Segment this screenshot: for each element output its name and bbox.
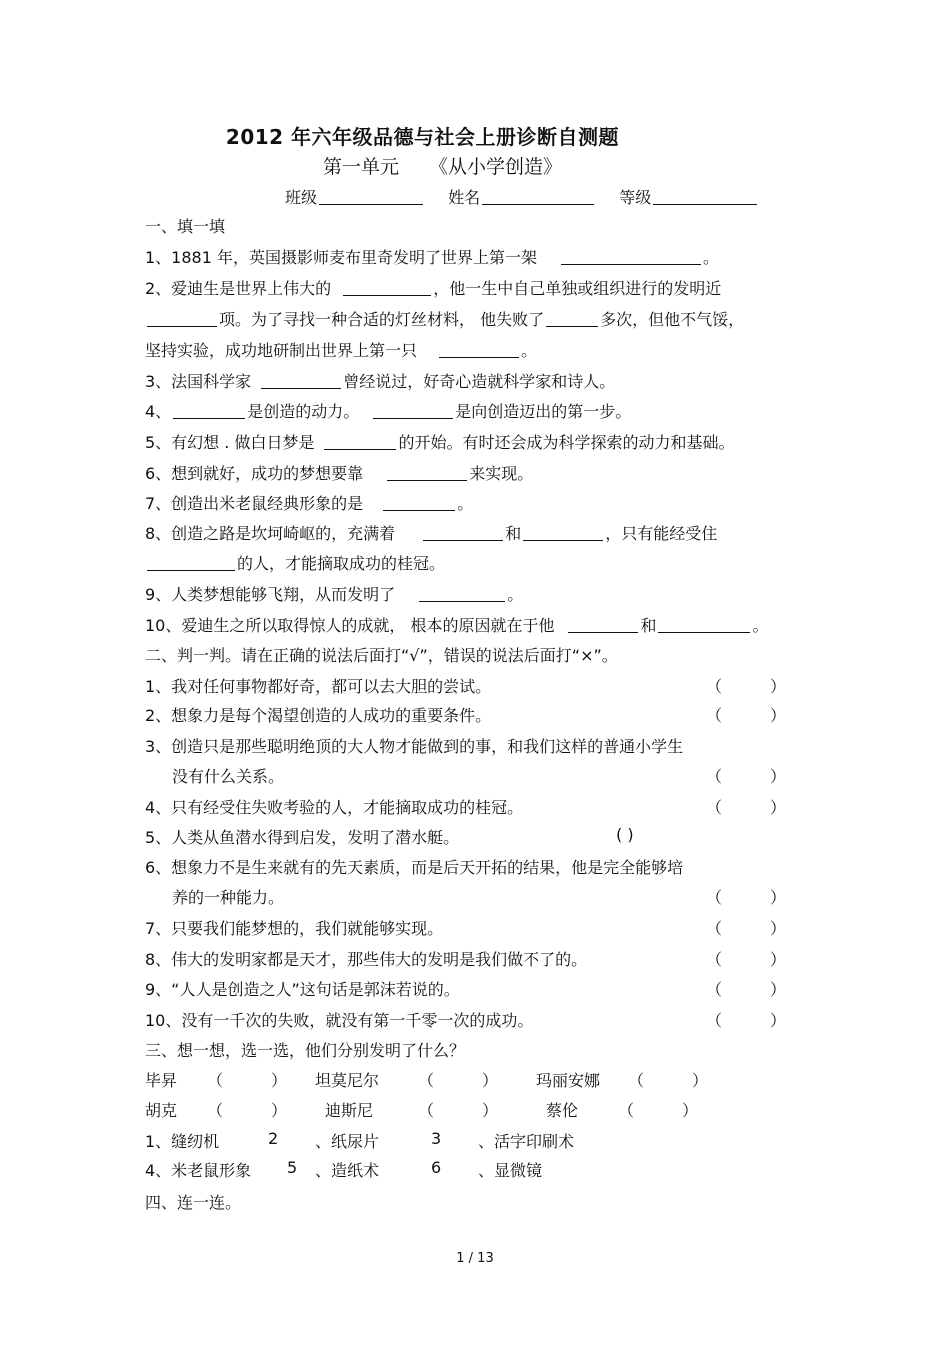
q4-blank2[interactable] bbox=[373, 402, 453, 419]
name-blank[interactable] bbox=[482, 188, 594, 205]
q4-line: 4、 是创造的动力。 是向创造迈出的第一步。 bbox=[145, 402, 632, 421]
class-label: 班级 bbox=[285, 188, 318, 207]
q7-line: 7、创造出米老鼠经典形象的是 。 bbox=[145, 494, 474, 513]
judge-answer-2[interactable]: （ ） bbox=[706, 706, 787, 725]
unit-label: 第一单元 bbox=[322, 156, 399, 178]
judge-item-7: 7、只要我们能梦想的，我们就能够实现。 bbox=[145, 919, 444, 938]
unit-subtitle bbox=[0, 152, 885, 179]
judge-item-4: 4、只有经受住失败考验的人，才能摘取成功的桂冠。 bbox=[145, 798, 524, 817]
inventor-answer[interactable]: （ ） bbox=[628, 1071, 709, 1090]
inventor-name: 玛丽安娜 bbox=[536, 1071, 601, 1090]
judge-item-5: 5、人类从鱼潜水得到启发，发明了潜水艇。 bbox=[145, 828, 460, 847]
invention-option-number: 5 bbox=[287, 1158, 298, 1177]
q2-blank3[interactable] bbox=[546, 310, 598, 327]
inventor-name: 坦莫尼尔 bbox=[315, 1071, 380, 1090]
invention-option-number: 6 bbox=[431, 1158, 442, 1177]
grade-label: 等级 bbox=[619, 188, 652, 207]
q5-blank[interactable] bbox=[324, 433, 396, 450]
section3-heading: 三、想一想，选一选，他们分别发明了什么？ bbox=[145, 1041, 466, 1060]
invention-option: 4、米老鼠形象 bbox=[145, 1161, 252, 1180]
inventor-name: 迪斯尼 bbox=[325, 1101, 374, 1120]
q1-blank[interactable] bbox=[561, 248, 701, 265]
q6-blank[interactable] bbox=[387, 464, 467, 481]
q2-line2: 项。为了寻找一种合适的灯丝材料， 他失败了 多次，但他不气馁， bbox=[145, 307, 744, 330]
inventor-answer[interactable]: （ ） bbox=[618, 1101, 699, 1120]
q10-line: 10、爱迪生之所以取得惊人的成就， 根本的原因就在于他 和 。 bbox=[145, 616, 769, 635]
invention-option-number: 3 bbox=[431, 1129, 442, 1148]
q2-blank1[interactable] bbox=[343, 279, 431, 296]
lesson-label: 《从小学创造》 bbox=[429, 156, 563, 178]
judge-item-6-cont: 养的一种能力。 bbox=[172, 888, 285, 907]
judge-answer-7[interactable]: （ ） bbox=[706, 919, 787, 938]
invention-option-number: 2 bbox=[268, 1129, 279, 1148]
judge-item-9: 9、“人人是创造之人”这句话是郭沫若说的。 bbox=[145, 980, 460, 999]
q2-blank2[interactable] bbox=[147, 310, 217, 327]
q8-line2: 的人，才能摘取成功的桂冠。 bbox=[145, 551, 445, 574]
q5-line: 5、有幻想 . 做白日梦是 的开始。有时还会成为科学探索的动力和基础。 bbox=[145, 433, 735, 452]
judge-answer-6[interactable]: （ ） bbox=[706, 888, 787, 907]
judge-answer-5[interactable]: ( ) bbox=[616, 825, 634, 844]
judge-item-3-cont: 没有什么关系。 bbox=[172, 767, 285, 786]
inventor-answer[interactable]: （ ） bbox=[418, 1101, 499, 1120]
judge-item-2: 2、想象力是每个渴望创造的人成功的重要条件。 bbox=[145, 706, 492, 725]
page-number: 1 / 13 bbox=[456, 1251, 494, 1266]
q9-line: 9、人类梦想能够飞翔，从而发明了 。 bbox=[145, 585, 524, 604]
inventor-answer[interactable]: （ ） bbox=[207, 1101, 288, 1120]
q8-blank1[interactable] bbox=[423, 524, 503, 541]
judge-item-3: 3、创造只是那些聪明绝顶的大人物才能做到的事，和我们这样的普通小学生 bbox=[145, 737, 684, 756]
q10-blank2[interactable] bbox=[658, 616, 750, 633]
document-title: 2012 年六年级品德与社会上册诊断自测题 bbox=[225, 125, 620, 149]
q2-blank4[interactable] bbox=[439, 341, 519, 358]
inventor-answer[interactable]: （ ） bbox=[418, 1071, 499, 1090]
invention-option: 、活字印刷术 bbox=[478, 1132, 575, 1151]
section2-heading: 二、判一判。请在正确的说法后面打“√”，错误的说法后面打“×”。 bbox=[145, 646, 618, 665]
q3-line: 3、法国科学家 曾经说过，好奇心造就科学家和诗人。 bbox=[145, 372, 616, 391]
judge-item-1: 1、我对任何事物都好奇，都可以去大胆的尝试。 bbox=[145, 677, 492, 696]
q2-line3: 坚持实验，成功地研制出世界上第一只 。 bbox=[145, 341, 538, 360]
q8-line1: 8、创造之路是坎坷崎岖的，充满着 和 ，只有能经受住 bbox=[145, 524, 718, 543]
judge-item-6: 6、想象力不是生来就有的先天素质，而是后天开拓的结果，他是完全能够培 bbox=[145, 858, 684, 877]
q8-blank2[interactable] bbox=[523, 524, 603, 541]
judge-answer-9[interactable]: （ ） bbox=[706, 980, 787, 999]
q4-blank1[interactable] bbox=[173, 402, 245, 419]
inventor-answer[interactable]: （ ） bbox=[207, 1071, 288, 1090]
invention-option: 1、缝纫机 bbox=[145, 1132, 220, 1151]
q3-blank[interactable] bbox=[261, 372, 341, 389]
q7-blank[interactable] bbox=[383, 494, 455, 511]
invention-option: 、纸尿片 bbox=[315, 1132, 380, 1151]
q8-blank3[interactable] bbox=[147, 554, 235, 571]
invention-option: 、显微镜 bbox=[478, 1161, 543, 1180]
invention-option: 、造纸术 bbox=[315, 1161, 380, 1180]
q10-blank1[interactable] bbox=[568, 616, 638, 633]
q6-line: 6、想到就好，成功的梦想要靠 来实现。 bbox=[145, 464, 534, 483]
class-blank[interactable] bbox=[319, 188, 423, 205]
q2-line1: 2、爱迪生是世界上伟大的 ，他一生中自己单独或组织进行的发明近 bbox=[145, 279, 722, 298]
inventor-name: 蔡伦 bbox=[546, 1101, 579, 1120]
judge-answer-10[interactable]: （ ） bbox=[706, 1011, 787, 1030]
name-label: 姓名 bbox=[448, 188, 481, 207]
judge-answer-1[interactable]: （ ） bbox=[706, 677, 787, 696]
q9-blank[interactable] bbox=[419, 585, 505, 602]
judge-answer-8[interactable]: （ ） bbox=[706, 950, 787, 969]
judge-answer-3[interactable]: （ ） bbox=[706, 767, 787, 786]
section1-heading: 一、填一填 bbox=[145, 217, 226, 236]
judge-item-8: 8、伟大的发明家都是天才，那些伟大的发明是我们做不了的。 bbox=[145, 950, 588, 969]
inventor-name: 胡克 bbox=[145, 1101, 178, 1120]
section4-heading: 四、连一连。 bbox=[145, 1193, 242, 1212]
q1-line: 1、1881 年，英国摄影师麦布里奇发明了世界上第一架 。 bbox=[145, 248, 720, 267]
student-info-row bbox=[285, 185, 759, 208]
grade-blank[interactable] bbox=[653, 188, 757, 205]
inventor-name: 毕昇 bbox=[145, 1071, 178, 1090]
judge-item-10: 10、没有一千次的失败，就没有第一千零一次的成功。 bbox=[145, 1011, 534, 1030]
judge-answer-4[interactable]: （ ） bbox=[706, 798, 787, 817]
